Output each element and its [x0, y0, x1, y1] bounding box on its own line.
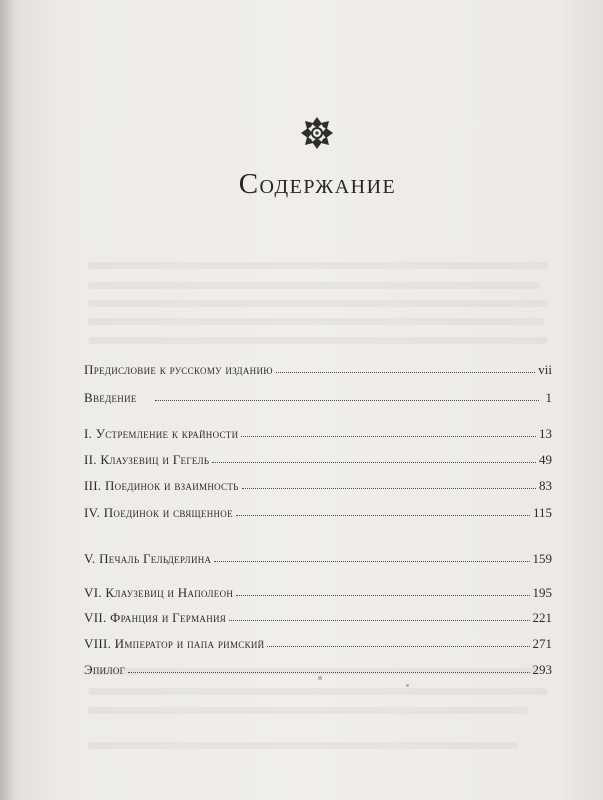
toc-entry — [84, 426, 552, 448]
toc-entry-label: Предисловие к русскому изданию — [84, 362, 273, 377]
toc-entry — [84, 551, 552, 573]
toc-entry-label: II. Клаузевиц и Гегель — [84, 452, 210, 467]
toc-leader-dots — [236, 505, 530, 516]
toc-entry-page: 115 — [532, 505, 552, 520]
toc-entry-page: 195 — [532, 585, 552, 600]
toc-entry-page: 221 — [532, 610, 552, 625]
toc-leader-dots — [128, 662, 529, 673]
toc-entry-page: 1 — [545, 390, 552, 405]
toc-entry-label: Эпилог — [84, 662, 126, 677]
toc-leader-dots — [229, 610, 529, 621]
toc-leader-dots — [236, 585, 529, 596]
toc-leader-dots — [242, 478, 536, 489]
toc-entry — [84, 478, 552, 500]
show-through-line — [88, 707, 528, 714]
toc-leader-dots — [241, 426, 536, 437]
toc-entry-page: 159 — [532, 551, 552, 566]
toc-entry — [84, 505, 552, 527]
toc-entry-page: 293 — [532, 662, 552, 677]
show-through-line — [88, 337, 548, 344]
toc-entry-label: IV. Поединок и священное — [84, 505, 233, 520]
toc-entry-label: III. Поединок и взаимность — [84, 478, 239, 493]
show-through-line — [88, 282, 540, 289]
print-speck — [406, 684, 409, 687]
toc-entry — [84, 585, 552, 607]
show-through-line — [88, 262, 548, 269]
toc-entry-page: 83 — [539, 478, 552, 493]
toc-entry-page: 49 — [539, 452, 552, 467]
toc-entry-label: Введение — [84, 390, 137, 405]
toc-leader-dots — [212, 452, 536, 463]
toc-entry — [84, 636, 552, 658]
toc-entry — [84, 662, 552, 684]
toc-entry-label: VIII. Император и папа римский — [84, 636, 265, 651]
toc-entry-label: VI. Клаузевиц и Наполеон — [84, 585, 234, 600]
page-spine-shadow — [0, 0, 14, 800]
toc-entry — [84, 452, 552, 474]
show-through-line — [88, 742, 518, 749]
toc-entry-label: VII. Франция и Германия — [84, 610, 227, 625]
show-through-line — [88, 688, 548, 695]
floral-ornament-icon — [300, 116, 334, 150]
toc-entry — [84, 390, 552, 412]
toc-entry — [84, 362, 552, 384]
toc-entry-label: I. Устремление к крайности — [84, 426, 239, 441]
toc-leader-dots — [214, 551, 529, 562]
show-through-line — [88, 318, 544, 325]
toc-entry — [84, 610, 552, 632]
toc-entry-page: 13 — [539, 426, 552, 441]
show-through-line — [88, 300, 548, 307]
toc-leader-dots — [155, 390, 539, 401]
toc-entry-page: 271 — [532, 636, 552, 651]
toc-entry-page: vii — [538, 362, 552, 377]
toc-leader-dots — [276, 362, 535, 373]
page-title: Содержание — [238, 168, 397, 200]
print-speck — [318, 676, 322, 680]
toc-entry-label: V. Печаль Гельдерлина — [84, 551, 212, 566]
toc-leader-dots — [267, 636, 529, 647]
